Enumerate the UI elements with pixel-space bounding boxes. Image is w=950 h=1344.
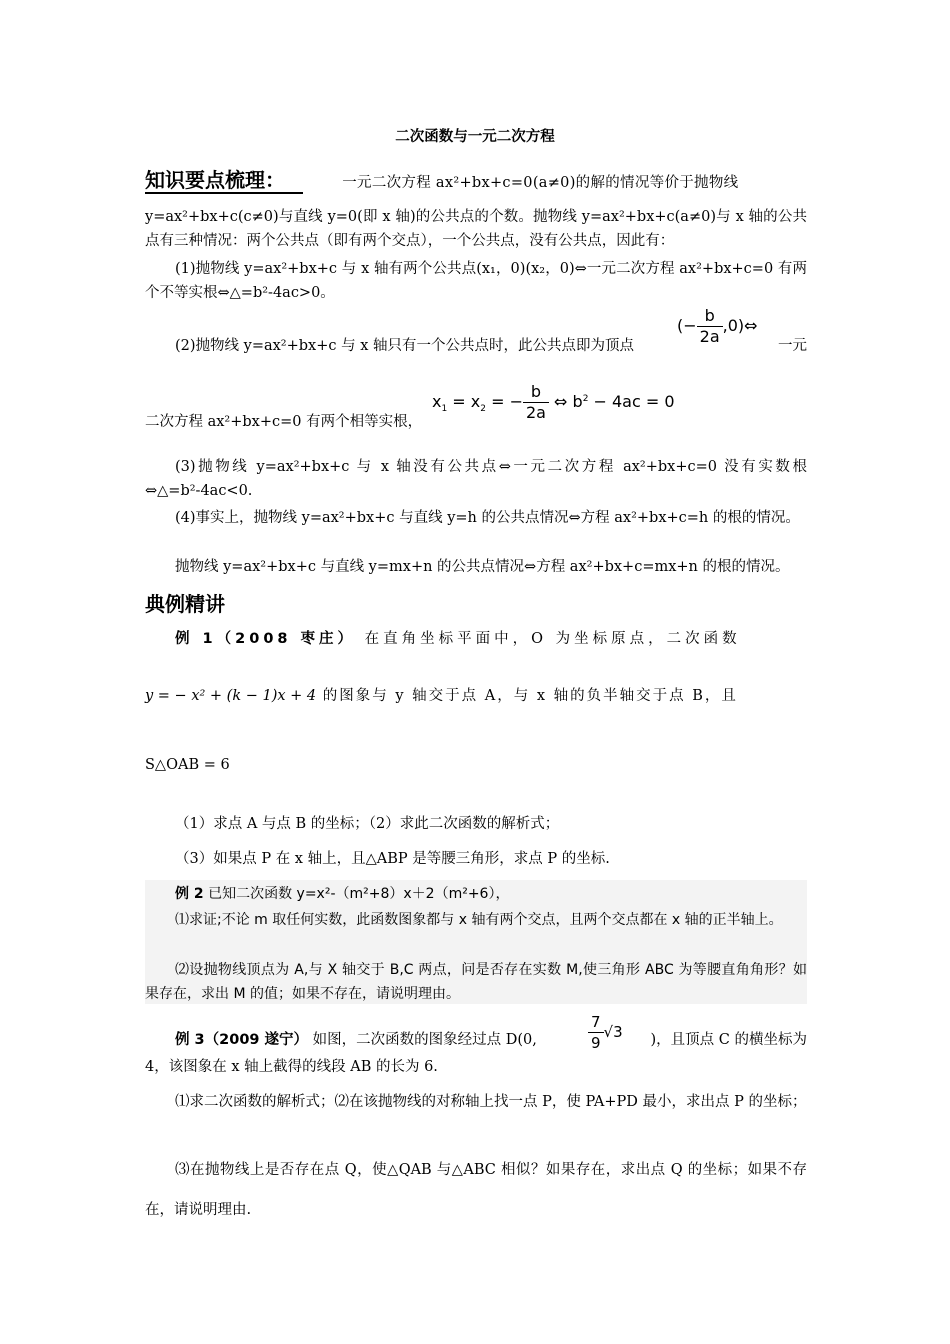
example-3-label: 例 3（2009 遂宁） [175, 1032, 309, 1048]
example-3-fraction: $\frac{7}{9}$ √3 [588, 1012, 623, 1053]
vertex-formula: (− $\frac{b}{2a}$ ,0)⇔ [677, 306, 758, 346]
point-2-text: (2)抛物线 y=ax²+bx+c 与 x 轴只有一个公共点时，此公共点即为顶点 [175, 338, 635, 354]
example-2-question-2: ⑵设抛物线顶点为 A,与 X 轴交于 B,C 两点，问是否存在实数 M,使三角形 ABC 为等腰直角角形？如果存在，求出 M 的值；如果不存在，请说明理由。 [145, 962, 807, 1002]
example-1-question-1: （1）求点 A 与点 B 的坐标；（2）求此二次函数的解析式； [175, 816, 560, 832]
example-3-question-2: ⑶在抛物线上是否存在点 Q，使△QAB 与△ABC 相似？如果存在，求出点 Q 的坐标；如果不存在，请说明理由. [145, 1162, 807, 1218]
point-2-equal-roots: 二次方程 ax²+bx+c=0 有两个相等实根， [145, 414, 423, 430]
example-1-text-2: 的图象与 y 轴交于点 A，与 x 轴的负半轴交于点 B，且 [322, 688, 738, 704]
point-4: (4)事实上，抛物线 y=ax²+bx+c 与直线 y=h 的公共点情况⇔方程 ax²+bx+c=h 的根的情况。 [175, 510, 800, 526]
example-3-question-1: ⑴求二次函数的解析式；⑵在该抛物线的对称轴上找一点 P，使 PA+PD 最小，求出点 P 的坐标； [175, 1094, 807, 1110]
intro-block [145, 168, 807, 195]
example-2-text: 已知二次函数 y=x²-（m²+8）x＋2（m²+6）， [208, 886, 510, 902]
example-3-text-b: )，且顶点 C 的横坐标为 [650, 1032, 807, 1048]
example-2-line-1 [145, 882, 807, 906]
point-2-tail: 一元 [778, 338, 807, 354]
example-1-question-2: （3）如果点 P 在 x 轴上，且△ABP 是等腰三角形，求点 P 的坐标. [175, 851, 610, 867]
intro-text-b: y=ax²+bx+c(c≠0)与直线 y=0(即 x 轴)的公共点的个数。抛物线 y=ax²+bx+c(a≠0)与 x 轴的公共点有三种情况：两个公共点（即有两个交点），一个公共点，没有公共点，因此有： [145, 209, 807, 249]
example-2-question-1: ⑴求证;不论 m 取任何实数，此函数图象都与 x 轴有两个交点，且两个交点都在 x 轴的正半轴上。 [175, 912, 783, 928]
equal-roots-formula: $x_1 = x_2$ = − $\frac{b}{2a}$ ⇔ $b^2 - 4ac = 0$ [432, 382, 675, 422]
example-1-text: 在直角坐标平面中，O 为坐标原点，二次函数 [364, 631, 741, 647]
examples-heading-row [145, 592, 807, 619]
example-3-text-a: 如图，二次函数的图象经过点 D(0, [312, 1032, 537, 1048]
page-title: 二次函数与一元二次方程 [395, 129, 555, 145]
point-5: 抛物线 y=ax²+bx+c 与直线 y=mx+n 的公共点情况⇔方程 ax²+bx+c=mx+n 的根的情况。 [175, 559, 790, 575]
example-1-area: S△OAB = 6 [145, 757, 230, 773]
example-1-label: 例 1（2008 枣庄） [175, 631, 357, 647]
point-1: (1)抛物线 y=ax²+bx+c 与 x 轴有两个公共点(x₁，0)(x₂，0)⇔一元二次方程 ax²+bx+c=0 有两个不等实根⇔△=b²-4ac>0。 [145, 261, 807, 301]
example-1-formula: y = − x² + (k − 1)x + 4 [145, 688, 317, 704]
example-1-line-1 [145, 627, 807, 651]
example-2-label: 例 2 [175, 886, 204, 902]
section-heading-examples: 典例精讲 [145, 592, 225, 616]
example-3-line-2: 4，该图象在 x 轴上截得的线段 AB 的长为 6. [145, 1059, 438, 1075]
point-3: (3)抛物线 y=ax²+bx+c 与 x 轴没有公共点⇔一元二次方程 ax²+bx+c=0 没有实数根⇔△=b²-4ac<0. [145, 459, 807, 499]
example-1-line-2 [145, 684, 807, 708]
section-heading-knowledge: 知识要点梳理： [145, 168, 303, 194]
intro-text-a: 一元二次方程 ax²+bx+c=0(a≠0)的解的情况等价于抛物线 [342, 175, 739, 191]
